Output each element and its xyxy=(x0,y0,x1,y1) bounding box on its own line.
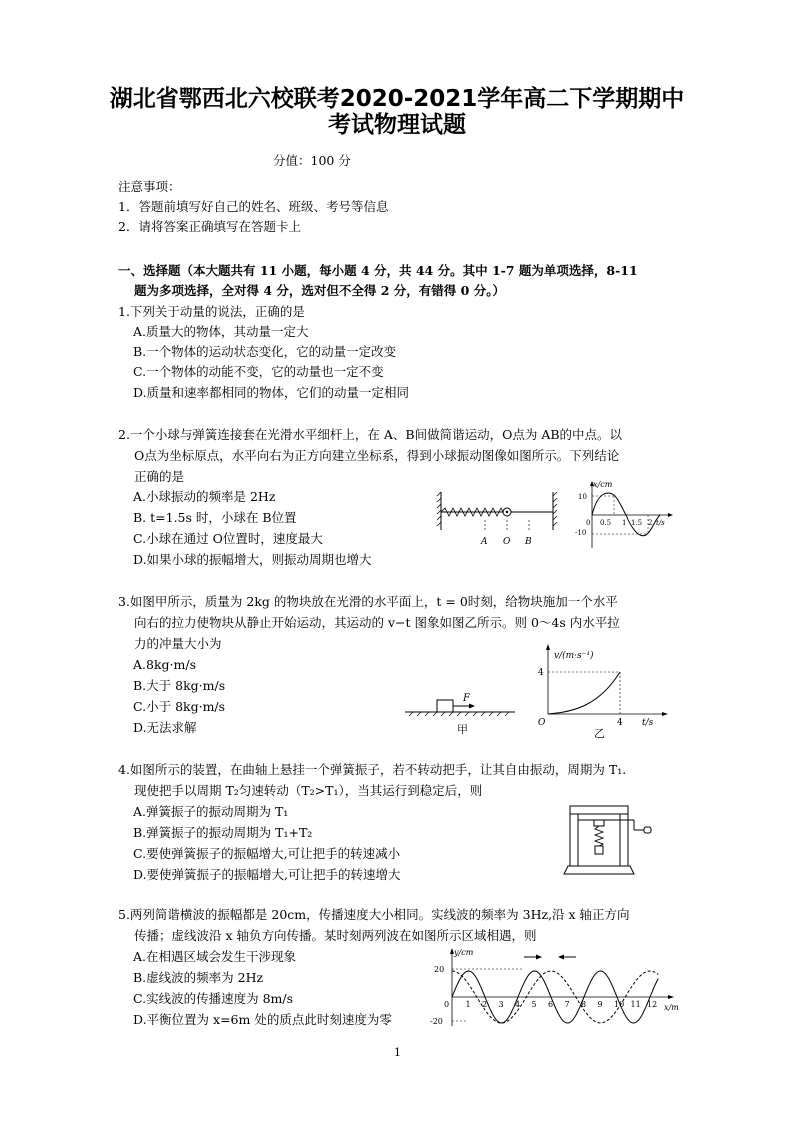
section-heading-cont: 题为多项选择，全对得 4 分，选对但不全得 2 分，有错得 0 分。） xyxy=(134,283,505,298)
wave-xtick: 1 xyxy=(465,1000,471,1009)
q3-option-c: C.小于 8kg·m/s xyxy=(133,699,226,714)
wave-xtick: 7 xyxy=(564,1000,570,1009)
wave-origin: 0 xyxy=(444,1000,450,1009)
crank-spring-apparatus xyxy=(560,800,660,882)
fig-caption-left: 甲 xyxy=(457,723,468,736)
wave-xtick: 6 xyxy=(548,1000,554,1009)
wave-xtick: 4 xyxy=(515,1000,521,1009)
q5-stem: 传播；虚线波沿 x 轴负方向传播。某时刻两列波在如图所示区域相遇，则 xyxy=(134,928,537,943)
q2-option-a: A.小球振动的频率是 2Hz xyxy=(133,489,276,504)
q1-option-b: B.一个物体的运动状态变化，它的动量一定改变 xyxy=(133,344,397,359)
force-label: F xyxy=(463,693,470,704)
notes-heading: 注意事项： xyxy=(118,179,181,194)
wave-ytick: 20 xyxy=(434,965,445,974)
wave-xlabel: x/m xyxy=(664,1003,679,1012)
exam-title-line2: 考试物理试题 xyxy=(328,112,466,138)
wave-xtick: 3 xyxy=(498,1000,504,1009)
q4-option-d: D.要使弹簧振子的振幅增大,可让把手的转速增大 xyxy=(133,867,401,882)
q2-stem: O点为坐标原点，水平向右为正方向建立坐标系，得到小球振动图像如图所示。下列结论 xyxy=(134,448,620,463)
xt-ytick: -10 xyxy=(575,529,587,537)
wave-xtick: 2 xyxy=(482,1000,488,1009)
label-a: A xyxy=(481,537,488,547)
section-heading: 一、选择题（本大题共有 11 小题，每小题 4 分，共 44 分。其中 1-7 题为单项选择，8-11 xyxy=(118,263,638,278)
vt-xtick: 4 xyxy=(617,718,623,728)
two-waves-graph xyxy=(428,944,678,1028)
page-number: 1 xyxy=(394,1046,401,1059)
exam-title-line1: 湖北省鄂西北六校联考2020-2021学年高二下学期期中 xyxy=(109,86,685,112)
q2-option-c: C.小球在通过 O位置时，速度最大 xyxy=(133,531,323,546)
wave-ylabel: y/cm xyxy=(454,948,474,957)
vt-origin: O xyxy=(538,718,546,728)
xt-xtick: 1.5 xyxy=(631,519,643,527)
q1-option-d: D.质量和速率都相同的物体，它们的动量一定相同 xyxy=(133,385,410,400)
q3-option-b: B.大于 8kg·m/s xyxy=(133,678,226,693)
q4-stem: 4.如图所示的装置，在曲轴上悬挂一个弹簧振子，若不转动把手，让其自由振动，周期为 T₁. xyxy=(118,762,627,777)
label-o: O xyxy=(503,537,511,547)
wave-xtick: 8 xyxy=(581,1000,587,1009)
q4-option-a: A.弹簧振子的振动周期为 T₁ xyxy=(133,804,289,819)
q3-stem: 3.如图甲所示，质量为 2kg 的物块放在光滑的水平面上，t = 0时刻，给物块施加一个水平 xyxy=(118,594,618,609)
q5-option-b: B.虚线波的频率为 2Hz xyxy=(133,970,264,985)
q4-stem: 现使把手以周期 T₂匀速转动（T₂>T₁），当其运行到稳定后，则 xyxy=(134,783,483,798)
xt-ytick: 10 xyxy=(578,493,587,501)
xt-xtick: 1 xyxy=(622,519,627,527)
wave-xtick: 10 xyxy=(614,1000,625,1009)
q3-stem: 力的冲量大小为 xyxy=(134,636,222,651)
q4-option-c: C.要使弹簧振子的振幅增大,可让把手的转速减小 xyxy=(133,846,401,861)
spring-oscillator-figure xyxy=(435,490,565,552)
q2-stem: 正确的是 xyxy=(134,469,185,484)
q4-option-b: B.弹簧振子的振动周期为 T₁+T₂ xyxy=(133,825,313,840)
xt-xlabel: t/s xyxy=(656,519,665,527)
q5-option-a: A.在相遇区域会发生干涉现象 xyxy=(133,949,297,964)
label-b: B xyxy=(525,537,532,547)
q1-option-c: C.一个物体的动能不变，它的动量也一定不变 xyxy=(133,364,384,379)
q3-option-a: A.8kg·m/s xyxy=(133,657,196,672)
xt-xtick: 2 xyxy=(648,519,653,527)
vt-ylabel: v/(m·s⁻¹) xyxy=(554,651,594,661)
q5-stem: 5.两列简谐横波的振幅都是 20cm，传播速度大小相同。实线波的频率为 3Hz,沿 x 轴正方向 xyxy=(118,907,630,922)
q2-stem: 2.一个小球与弹簧连接套在光滑水平细杆上，在 A、B间做简谐运动，O点为 AB的中点。以 xyxy=(118,427,623,442)
fig-caption-right: 乙 xyxy=(594,727,605,740)
q2-option-b: B. t=1.5s 时，小球在 B位置 xyxy=(133,510,297,525)
block-force-figure xyxy=(405,688,515,736)
vt-graph xyxy=(536,642,671,740)
notes-item: 1．答题前填写好自己的姓名、班级、考号等信息 xyxy=(118,199,389,214)
xt-origin: 0 xyxy=(586,519,591,527)
wave-xtick: 11 xyxy=(630,1000,641,1009)
q1-option-a: A.质量大的物体，其动量一定大 xyxy=(133,324,309,339)
wave-xtick: 5 xyxy=(531,1000,537,1009)
vt-xlabel: t/s xyxy=(642,718,654,728)
q1-stem: 1.下列关于动量的说法，正确的是 xyxy=(118,304,305,319)
wave-ytick: -20 xyxy=(430,1017,443,1026)
wave-xtick: 9 xyxy=(597,1000,603,1009)
q2-option-d: D.如果小球的振幅增大，则振动周期也增大 xyxy=(133,552,372,567)
q3-stem: 向右的拉力使物块从静止开始运动，其运动的 v−t 图象如图乙所示。则 0～4s 内水平拉 xyxy=(134,615,620,630)
score-text: 分值：100 分 xyxy=(273,153,351,168)
xt-graph xyxy=(575,478,673,550)
q5-option-d: D.平衡位置为 x=6m 处的质点此时刻速度为零 xyxy=(133,1012,392,1027)
wave-xtick: 12 xyxy=(647,1000,658,1009)
xt-xtick: 0.5 xyxy=(600,519,612,527)
q3-option-d: D.无法求解 xyxy=(133,720,197,735)
notes-item: 2．请将答案正确填写在答题卡上 xyxy=(118,219,301,234)
q5-option-c: C.实线波的传播速度为 8m/s xyxy=(133,991,293,1006)
xt-ylabel: x/cm xyxy=(593,480,613,489)
vt-ytick: 4 xyxy=(538,668,544,678)
